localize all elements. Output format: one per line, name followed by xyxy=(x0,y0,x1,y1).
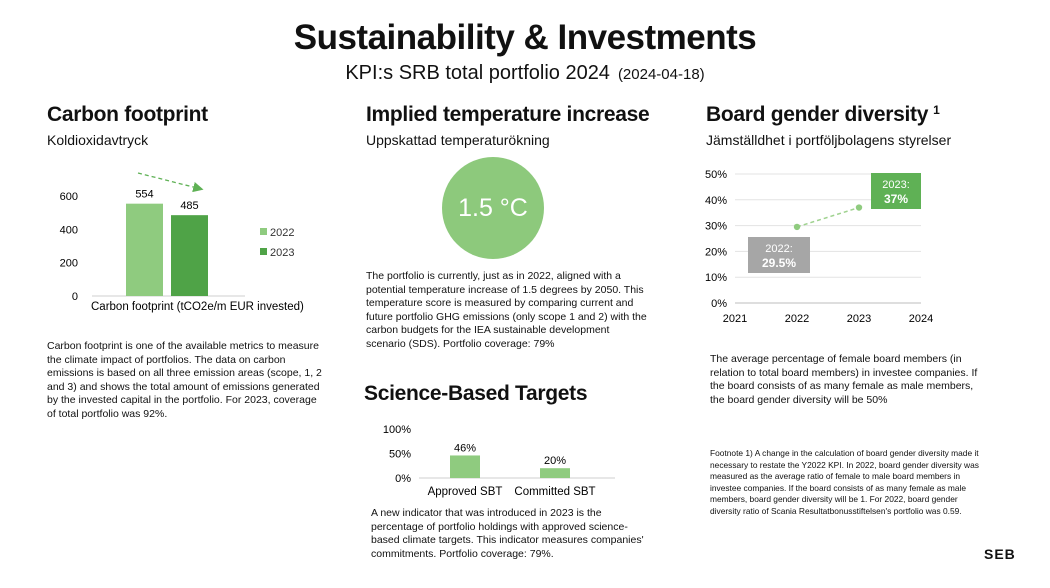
y-tick-label: 0% xyxy=(711,298,727,310)
callout-year: 2023: xyxy=(882,179,910,191)
bar-2023 xyxy=(171,215,208,296)
sbt-description: A new indicator that was introduced in 2023 is the percentage of portfolio holdings with approved science-based climate targets. This indicator measures companies' commitments. Portfolio coverage: 79%. xyxy=(371,507,644,560)
carbon-chart xyxy=(40,165,340,315)
carbon-title: Carbon footprint xyxy=(47,103,208,126)
sbt-chart xyxy=(375,420,645,502)
callout-value: 37% xyxy=(883,192,909,206)
callout-value: 29.5% xyxy=(761,256,797,270)
temperature-title: Implied temperature increase xyxy=(366,103,650,126)
subtitle-text: KPI:s SRB total portfolio 2024 xyxy=(345,62,610,84)
sbt-title: Science-Based Targets xyxy=(364,382,588,405)
y-tick-label: 50% xyxy=(388,448,411,461)
y-tick-label: 40% xyxy=(704,194,727,207)
y-tick-label: 200 xyxy=(59,257,78,270)
x-tick-label: 2023 xyxy=(846,313,872,325)
gender-title-text: Board gender diversity xyxy=(706,103,929,126)
x-category-label: Approved SBT xyxy=(427,486,503,498)
data-point xyxy=(794,224,800,230)
gender-subtitle: Jämställdhet i portföljbolagens styrelser xyxy=(706,132,952,148)
gender-footnote: Footnote 1) A change in the calculation of board gender diversity made it necessary to restate the Y2022 KPI. In 2022, board gender diversity was measured as the average ratio of female to male board members in investee companies. If the board consists of as many female as male members, board gender diversity will be 1. For 2022, board gender diversity ratio of Scania Resultatbonusstiftelsen's portfolio was 0.59. xyxy=(710,448,979,516)
legend-label: 2022 xyxy=(270,227,295,239)
seb-logo: SEB xyxy=(984,546,1016,562)
temperature-subtitle: Uppskattad temperaturökning xyxy=(366,132,550,148)
temperature-description: The portfolio is currently, just as in 2022, aligned with a potential temperature increase of 1.5 degrees by 2050. This temperature score is measured by comparing current and future portfolio GHG emissions (only scope 1 and 2) with the carbon budgets for the IEA sustainable development scenario (SDS). Portfolio coverage: 79% xyxy=(366,270,647,350)
y-tick-label: 20% xyxy=(704,246,727,259)
legend-swatch-2022 xyxy=(260,228,267,235)
x-tick-label: 2022 xyxy=(784,313,810,325)
gender-chart xyxy=(695,165,955,335)
bar-approved xyxy=(450,455,480,478)
x-tick-label: 2024 xyxy=(908,313,934,325)
x-category-label: Committed SBT xyxy=(514,486,596,498)
y-tick-label: 100% xyxy=(382,424,411,436)
series-line xyxy=(797,208,859,227)
carbon-description: Carbon footprint is one of the available metrics to measure the climate impact of portfolios. The data on carbon emissions is based on all three emission areas (scope, 1, 2 and 3) and shows the total amount of emissions generated by the invested capital in the portfolio. For 2023, coverage of total portfolio was 92%. xyxy=(47,340,322,420)
report-date: (2024-04-18) xyxy=(617,66,705,83)
legend-swatch-2023 xyxy=(260,248,267,255)
data-label: 485 xyxy=(180,200,199,213)
legend-label: 2023 xyxy=(270,247,295,259)
y-tick-label: 600 xyxy=(59,191,78,203)
page-subtitle xyxy=(0,62,1050,85)
gender-description: The average percentage of female board members (in relation to total board members) in investee companies. If the board consists of as many female as male members, the board gender diversity will be 50% xyxy=(710,353,978,406)
bar-2022 xyxy=(126,204,163,296)
y-tick-label: 0% xyxy=(395,473,411,485)
gender-title xyxy=(706,103,940,127)
x-tick-label: 2021 xyxy=(722,313,748,325)
data-label: 46% xyxy=(453,442,477,455)
data-label: 554 xyxy=(135,188,154,201)
data-label: 20% xyxy=(543,455,567,468)
carbon-subtitle: Koldioxidavtryck xyxy=(47,132,149,148)
y-tick-label: 50% xyxy=(704,169,727,181)
y-tick-label: 400 xyxy=(59,224,78,237)
x-category-label: Carbon footprint (tCO2e/m EUR invested) xyxy=(91,301,304,313)
temperature-value: 1.5 °C xyxy=(458,193,528,222)
data-point xyxy=(856,204,862,210)
y-tick-label: 10% xyxy=(704,272,727,285)
temperature-circle xyxy=(442,157,544,259)
callout-year: 2022: xyxy=(765,243,793,255)
y-tick-label: 0 xyxy=(71,291,78,303)
trend-arrow xyxy=(138,173,201,189)
footnote-marker: 1 xyxy=(933,103,940,117)
bar-committed xyxy=(540,468,570,478)
page-title: Sustainability & Investments xyxy=(293,18,757,57)
y-tick-label: 30% xyxy=(704,220,727,233)
